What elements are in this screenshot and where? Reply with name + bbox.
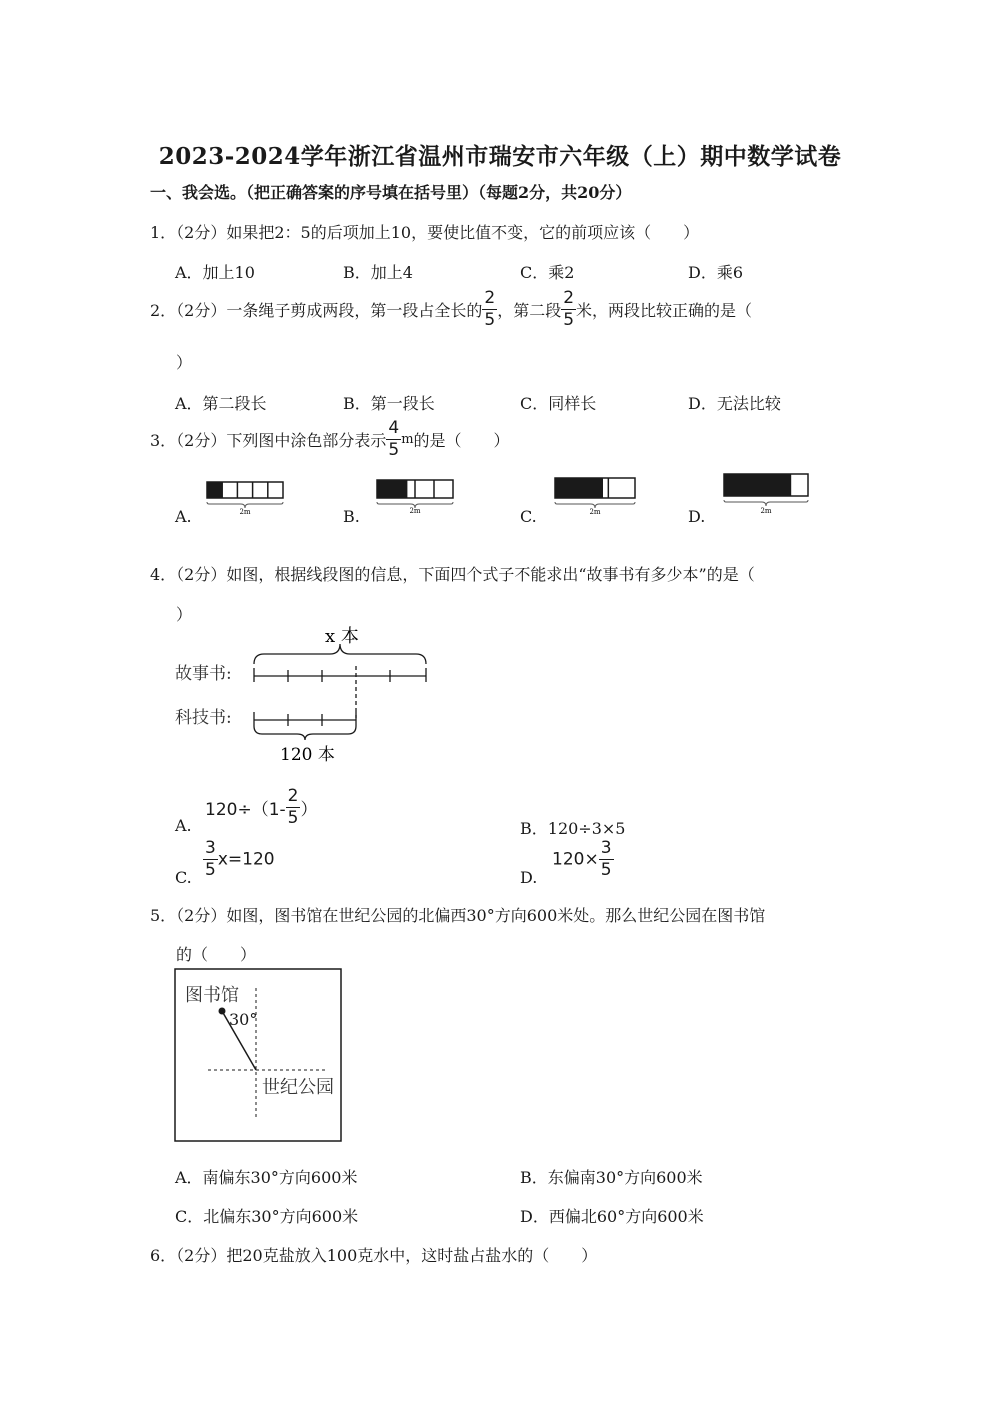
q3-option-d: D. — [688, 507, 706, 526]
q5-library-label: 图书馆 — [185, 985, 239, 1006]
q2-option-b: B．第一段长 — [343, 394, 435, 413]
q4-story-label: 故事书: — [175, 664, 232, 684]
q1-option-b: B．加上4 — [343, 263, 413, 282]
q3-bar-a-label: 2m — [239, 508, 251, 516]
q3-bar-c — [553, 476, 639, 516]
question-5-text: 5．（2分）如图，图书馆在世纪公园的北偏西30°方向600米处。那么世纪公园在图书馆 — [150, 906, 766, 925]
q3-option-a: A. — [175, 507, 192, 526]
q4-bottom-label: 120 本 — [280, 745, 335, 765]
q5-park-label: 世纪公园 — [262, 1077, 334, 1098]
q4-option-c-label: C. — [175, 868, 192, 887]
q2-option-c: C．同样长 — [520, 394, 597, 413]
question-3-line — [150, 420, 510, 459]
question-2-line — [150, 290, 752, 329]
page-title: 2023-2024学年浙江省温州市瑞安市六年级（上）期中数学试卷 — [158, 143, 842, 170]
q5-map-diagram — [174, 968, 344, 1144]
question-1-text: 1．（2分）如果把2：5的后项加上10，要使比值不变，它的前项应该（ ） — [150, 223, 700, 242]
q2-text-b: ，第二段 — [497, 301, 562, 320]
library-point — [219, 1008, 226, 1015]
q3-text-a: 3．（2分）下列图中涂色部分表示 — [150, 431, 387, 450]
q4-option-d-fraction: $\frac{3}{5}$ — [600, 838, 612, 880]
q5-option-d: D．西偏北60°方向600米 — [520, 1207, 704, 1226]
section-heading: 一、我会选。（把正确答案的序号填在括号里）（每题2分，共20分） — [150, 183, 632, 202]
q2-fraction-2: $\frac{2}{5}$ — [563, 288, 575, 330]
q4-option-d-label: D. — [520, 868, 538, 887]
q4-option-a-fraction: $\frac{2}{5}$ — [287, 786, 299, 828]
question-4-text: 4．（2分）如图，根据线段图的信息，下面四个式子不能求出“故事书有多少本”的是（ — [150, 565, 755, 584]
q4-option-d-expression: 120× $\frac{3}{5}$ — [552, 838, 612, 880]
q5-angle-label: 30° — [229, 1010, 258, 1029]
q3-fraction: $\frac{4}{5}$ — [388, 418, 400, 460]
q5-option-b: B．东偏南30°方向600米 — [520, 1168, 703, 1187]
q3-bar-b-label: 2m — [409, 507, 421, 514]
q3-bar-d — [722, 472, 812, 516]
q3-text-b: 的是（ ） — [413, 431, 510, 450]
q3-option-c: C. — [520, 507, 537, 526]
q2-option-d: D．无法比较 — [688, 394, 781, 413]
q2-text-d: ） — [176, 353, 193, 372]
q3-bar-b — [375, 478, 457, 514]
q4-science-label: 科技书: — [175, 708, 232, 728]
q4-option-a-expression: 120÷（1- $\frac{2}{5}$ ） — [205, 786, 318, 828]
q4-option-c-fraction: $\frac{3}{5}$ — [205, 838, 216, 880]
q2-text-c: 米，两段比较正确的是（ — [576, 301, 753, 320]
q4-text-b: ） — [176, 605, 193, 624]
q2-text-a: 2．（2分）一条绳子剪成两段，第一段占全长的 — [150, 301, 483, 320]
q5-text-b: 的（ ） — [176, 945, 257, 964]
q2-fraction-1: $\frac{2}{5}$ — [484, 288, 496, 330]
q1-option-c: C．乘2 — [520, 263, 575, 282]
q4-line-segment-diagram — [170, 622, 440, 770]
q5-option-a: A．南偏东30°方向600米 — [175, 1168, 358, 1187]
q4-option-b: B．120÷3×5 — [520, 819, 626, 838]
q3-unit: m — [401, 432, 414, 447]
question-6-text: 6．（2分）把20克盐放入100克水中，这时盐占盐水的（ ） — [150, 1246, 598, 1265]
q3-option-b: B. — [343, 507, 360, 526]
q5-option-c: C．北偏东30°方向600米 — [175, 1207, 359, 1226]
q1-option-a: A．加上10 — [175, 263, 255, 282]
q4-option-c-expression: $\frac{3}{5}$ x=120 — [205, 838, 275, 880]
q3-bar-d-label: 2m — [760, 507, 772, 515]
q3-bar-a — [205, 480, 287, 516]
q1-option-d: D．乘6 — [688, 263, 744, 282]
q4-option-a-label: A. — [175, 816, 192, 835]
q2-option-a: A．第二段长 — [175, 394, 267, 413]
q3-bar-c-label: 2m — [589, 508, 601, 516]
q4-x-label: x 本 — [325, 626, 359, 647]
